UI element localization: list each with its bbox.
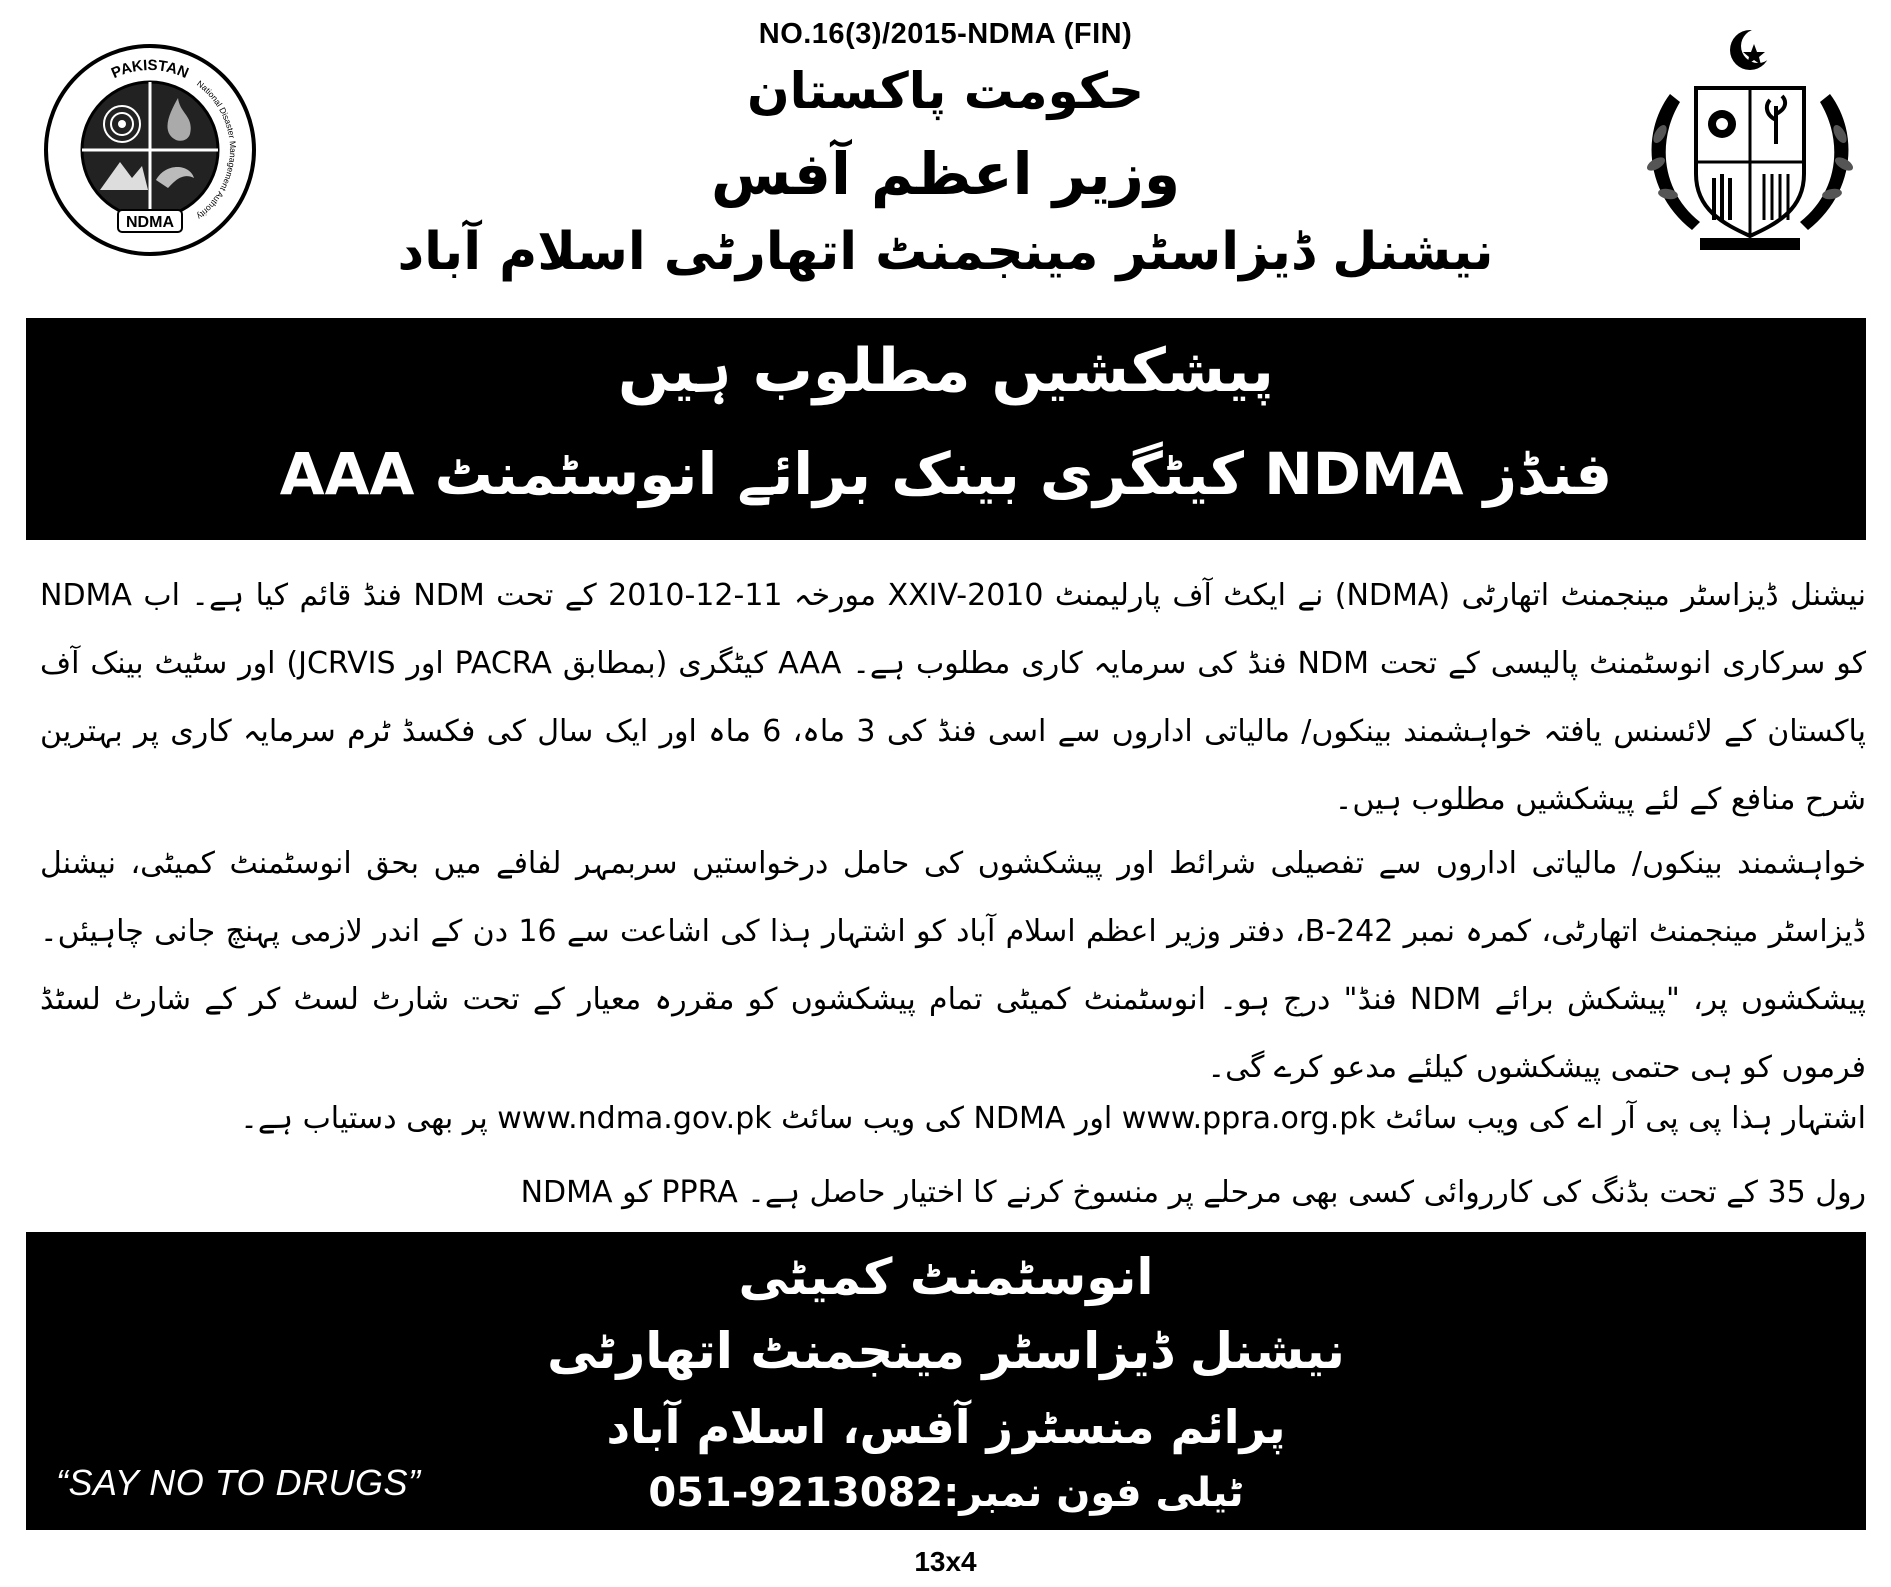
reference-number: NO.16(3)/2015-NDMA (FIN)	[758, 18, 1133, 50]
pm-office-address: پرائم منسٹرز آفس، اسلام آباد	[606, 1400, 1286, 1454]
ndma-logo	[40, 40, 260, 260]
ndma-islamabad-heading: نیشنل ڈیزاسٹر مینجمنٹ اتھارٹی اسلام آباد	[397, 222, 1494, 282]
offers-required-title: پیشکشیں مطلوب ہیں	[618, 336, 1274, 406]
phone-number: 051-9213082	[648, 1470, 944, 1516]
crescent-star-icon	[1730, 29, 1775, 70]
logo-top-text: PAKISTAN	[108, 56, 192, 83]
shield-icon	[1696, 88, 1804, 236]
paragraph-fund-description: نیشنل ڈیزاسٹر مینجمنٹ اتھارٹی (NDMA) نے ایکٹ آف پارلیمنٹ XXIV-2010 مورخہ 11-12-2010 کے تحت NDM فنڈ قائم کیا ہے۔ اب NDMA کو سرکاری انوسٹمنٹ پالیسی کے تحت NDM فنڈ کی سرمایہ کاری مطلوب ہے۔ AAA کیٹگری (بمطابق PACRA اور JCRVIS) اور سٹیٹ بینک آف پاکستان کے لائسنس یافتہ خواہشمند بینکوں/ مالیاتی اداروں سے اسی فنڈ کی 3 ماہ، 6 ماہ اور ایک سال کی فکسڈ ٹرم سرمایہ کاری پر بہترین شرح منافع کے لئے پیشکشیں مطلوب ہیں۔	[40, 578, 1867, 817]
state-emblem	[1630, 24, 1870, 264]
logo-ndma-label: NDMA	[126, 214, 174, 231]
prime-minister-office-heading: وزیر اعظم آفس	[710, 140, 1180, 208]
paragraph-websites: اشتہار ہذا پی پی آر اے کی ویب سائٹ www.ppra.org.pk اور NDMA کی ویب سائٹ www.ndma.gov.pk پر بھی دستیاب ہے۔	[240, 1101, 1866, 1136]
investment-committee-label: انوسٹمنٹ کمیٹی	[738, 1248, 1154, 1306]
ad-size-code: 13x4	[914, 1546, 977, 1577]
paragraph-submission-instructions: خواہشمند بینکوں/ مالیاتی اداروں سے تفصیلی شرائط اور پیشکشوں کی حامل درخواستیں سربمہر لفافے میں بحق انوسٹمنٹ کمیٹی، نیشنل ڈیزاسٹر مینجمنٹ اتھارٹی، کمرہ نمبر B-242، دفتر وزیر اعظم اسلام آباد کو اشتہار ہذا کی اشاعت سے 16 دن کے اندر لازمی پہنچ جانی چاہیئں۔ پیشکشوں پر، "پیشکش برائے NDM فنڈ" درج ہو۔ انوسٹمنٹ کمیٹی تمام پیشکشوں کو مقررہ معیار کے تحت شارٹ لسٹ کر کے شارٹ لسٹڈ فرموں کو ہی حتمی پیشکشوں کیلئے مدعو کرے گی۔	[40, 846, 1867, 1085]
logo-ring-text: National Disaster Management Authority	[195, 78, 239, 222]
say-no-to-drugs-slogan: “SAY NO TO DRUGS”	[56, 1462, 421, 1503]
government-of-pakistan-heading: حکومت پاکستان	[746, 62, 1145, 120]
aaa-bank-investment-subtitle: AAA کیٹگری بینک برائے انوسٹمنٹ NDMA فنڈز	[279, 440, 1613, 508]
authority-name-label: نیشنل ڈیزاسٹر مینجمنٹ اتھارٹی	[547, 1322, 1345, 1380]
paragraph-ppra-rule: NDMA کو PPRA رول 35 کے تحت بڈنگ کی کارروائی کسی بھی مرحلے پر منسوخ کرنے کا اختیار حاصل ہے۔	[520, 1175, 1866, 1210]
phone-label: ٹیلی فون نمبر:	[943, 1470, 1244, 1516]
